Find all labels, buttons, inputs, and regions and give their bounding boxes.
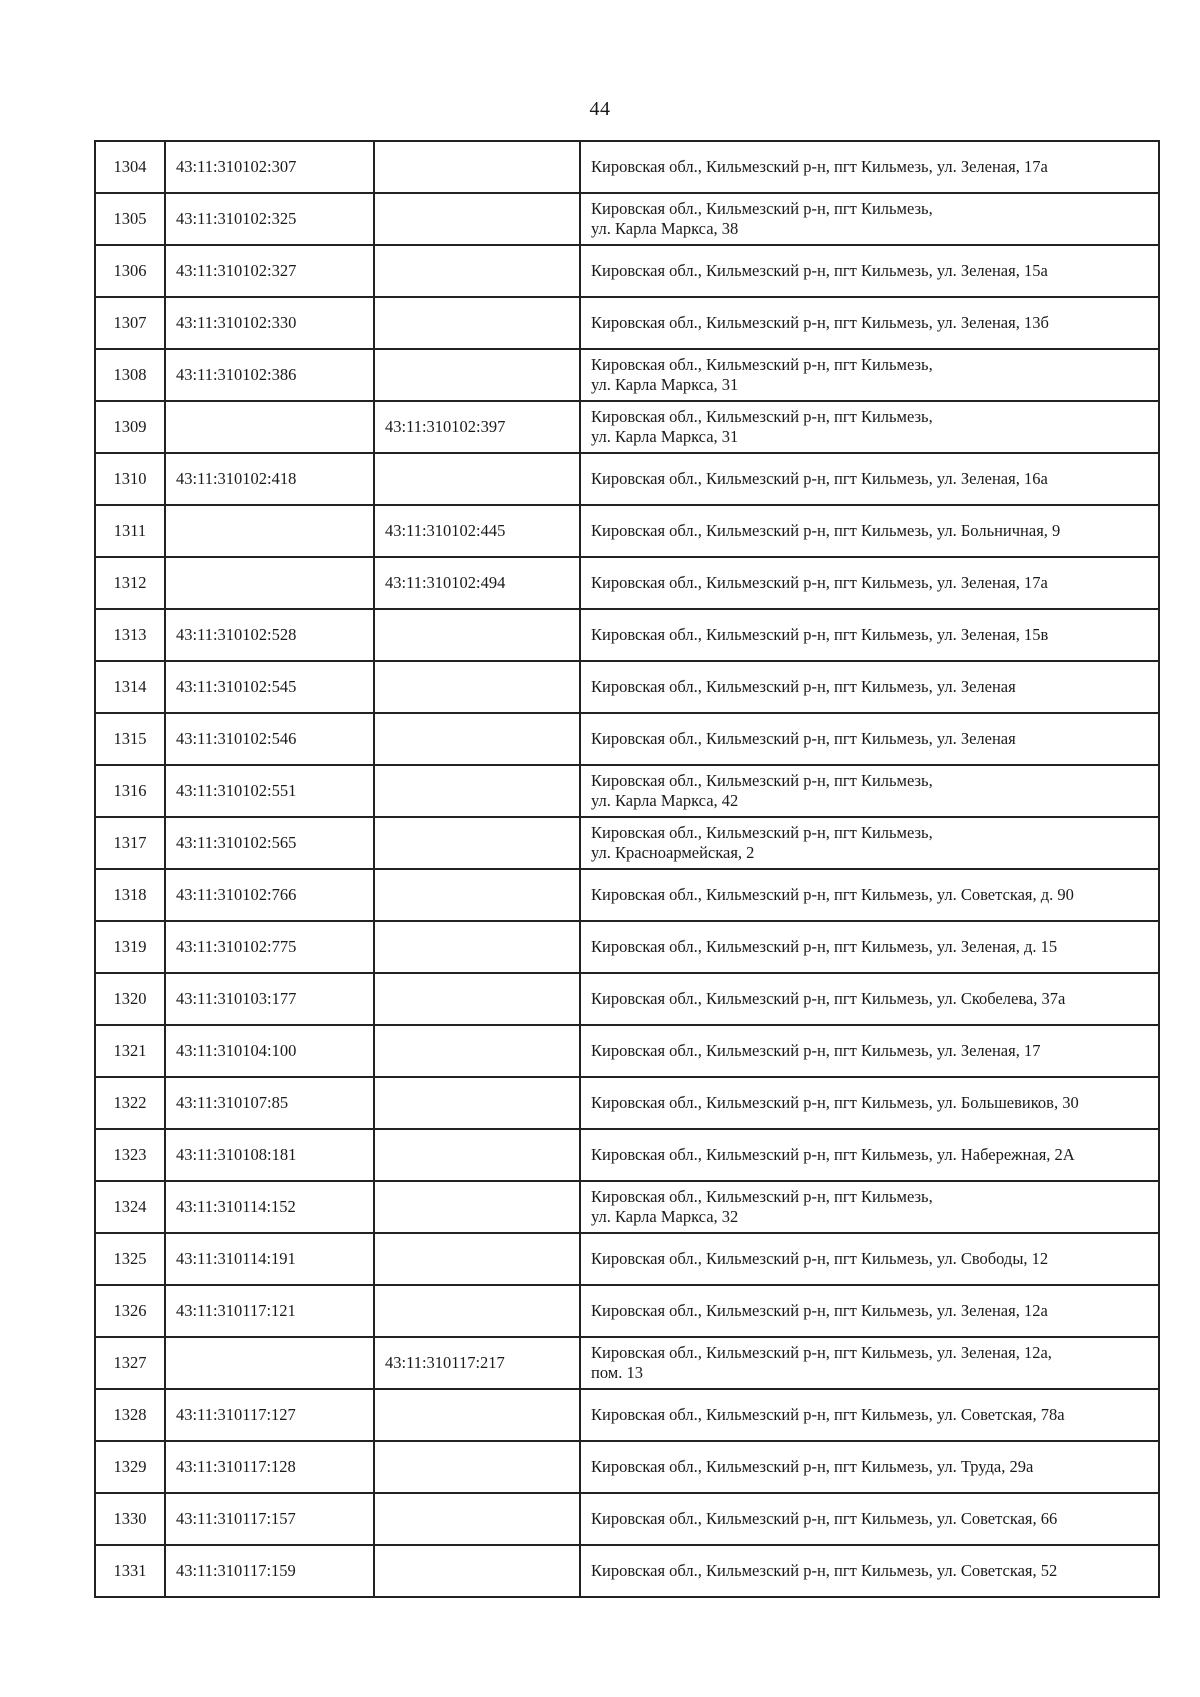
row-number-cell: 1317: [95, 817, 165, 869]
row-number-cell: 1323: [95, 1129, 165, 1181]
table-row: [95, 609, 1159, 661]
table-row: [95, 1129, 1159, 1181]
object-cadastral-number-cell: [374, 1077, 580, 1129]
parcel-cadastral-number-cell: 43:11:310114:191: [165, 1233, 374, 1285]
address-cell: Кировская обл., Кильмезский р-н, пгт Кильмезь, ул. Зеленая: [580, 713, 1159, 765]
object-cadastral-number-cell: [374, 1545, 580, 1597]
object-cadastral-number-cell: [374, 1129, 580, 1181]
row-number-cell: 1331: [95, 1545, 165, 1597]
address-cell: Кировская обл., Кильмезский р-н, пгт Кильмезь, ул. Свободы, 12: [580, 1233, 1159, 1285]
row-number-cell: 1304: [95, 141, 165, 193]
parcel-cadastral-number-cell: 43:11:310117:127: [165, 1389, 374, 1441]
parcel-cadastral-number-cell: [165, 1337, 374, 1389]
table-row: [95, 921, 1159, 973]
registry-table: [94, 140, 1160, 1598]
table-row: [95, 1181, 1159, 1233]
address-cell: Кировская обл., Кильмезский р-н, пгт Кильмезь, ул. Зеленая, 12а: [580, 1285, 1159, 1337]
parcel-cadastral-number-cell: 43:11:310102:546: [165, 713, 374, 765]
parcel-cadastral-number-cell: 43:11:310102:386: [165, 349, 374, 401]
object-cadastral-number-cell: [374, 1285, 580, 1337]
parcel-cadastral-number-cell: 43:11:310102:775: [165, 921, 374, 973]
object-cadastral-number-cell: [374, 713, 580, 765]
table-row: [95, 1285, 1159, 1337]
table-row: [95, 713, 1159, 765]
address-cell: Кировская обл., Кильмезский р-н, пгт Кильмезь, ул. Красноармейская, 2: [580, 817, 1159, 869]
table-row: [95, 973, 1159, 1025]
parcel-cadastral-number-cell: 43:11:310102:766: [165, 869, 374, 921]
table-row: [95, 1337, 1159, 1389]
table-row: [95, 505, 1159, 557]
address-cell: Кировская обл., Кильмезский р-н, пгт Кильмезь, ул. Советская, д. 90: [580, 869, 1159, 921]
address-cell: Кировская обл., Кильмезский р-н, пгт Кильмезь, ул. Зеленая, 12а, пом. 13: [580, 1337, 1159, 1389]
table-row: [95, 1389, 1159, 1441]
table-row: [95, 1493, 1159, 1545]
address-cell: Кировская обл., Кильмезский р-н, пгт Кильмезь, ул. Зеленая, 17: [580, 1025, 1159, 1077]
object-cadastral-number-cell: [374, 193, 580, 245]
object-cadastral-number-cell: [374, 765, 580, 817]
parcel-cadastral-number-cell: 43:11:310104:100: [165, 1025, 374, 1077]
object-cadastral-number-cell: 43:11:310102:494: [374, 557, 580, 609]
row-number-cell: 1329: [95, 1441, 165, 1493]
parcel-cadastral-number-cell: 43:11:310107:85: [165, 1077, 374, 1129]
address-cell: Кировская обл., Кильмезский р-н, пгт Кильмезь, ул. Зеленая, 13б: [580, 297, 1159, 349]
row-number-cell: 1307: [95, 297, 165, 349]
table-row: [95, 193, 1159, 245]
row-number-cell: 1319: [95, 921, 165, 973]
row-number-cell: 1318: [95, 869, 165, 921]
address-cell: Кировская обл., Кильмезский р-н, пгт Кильмезь, ул. Советская, 78а: [580, 1389, 1159, 1441]
address-cell: Кировская обл., Кильмезский р-н, пгт Кильмезь, ул. Зеленая, 15а: [580, 245, 1159, 297]
object-cadastral-number-cell: [374, 1493, 580, 1545]
table-row: [95, 1545, 1159, 1597]
object-cadastral-number-cell: [374, 1441, 580, 1493]
row-number-cell: 1321: [95, 1025, 165, 1077]
parcel-cadastral-number-cell: 43:11:310103:177: [165, 973, 374, 1025]
object-cadastral-number-cell: [374, 297, 580, 349]
row-number-cell: 1328: [95, 1389, 165, 1441]
table-row: [95, 817, 1159, 869]
object-cadastral-number-cell: [374, 661, 580, 713]
address-cell: Кировская обл., Кильмезский р-н, пгт Кильмезь, ул. Советская, 52: [580, 1545, 1159, 1597]
parcel-cadastral-number-cell: 43:11:310117:128: [165, 1441, 374, 1493]
table-row: [95, 245, 1159, 297]
object-cadastral-number-cell: [374, 817, 580, 869]
parcel-cadastral-number-cell: 43:11:310114:152: [165, 1181, 374, 1233]
object-cadastral-number-cell: [374, 973, 580, 1025]
table-row: [95, 1077, 1159, 1129]
object-cadastral-number-cell: [374, 869, 580, 921]
row-number-cell: 1325: [95, 1233, 165, 1285]
parcel-cadastral-number-cell: 43:11:310102:565: [165, 817, 374, 869]
row-number-cell: 1327: [95, 1337, 165, 1389]
address-cell: Кировская обл., Кильмезский р-н, пгт Кильмезь, ул. Больничная, 9: [580, 505, 1159, 557]
address-cell: Кировская обл., Кильмезский р-н, пгт Кильмезь, ул. Карла Маркса, 31: [580, 401, 1159, 453]
parcel-cadastral-number-cell: 43:11:310117:159: [165, 1545, 374, 1597]
address-cell: Кировская обл., Кильмезский р-н, пгт Кильмезь, ул. Карла Маркса, 42: [580, 765, 1159, 817]
parcel-cadastral-number-cell: 43:11:310102:330: [165, 297, 374, 349]
row-number-cell: 1322: [95, 1077, 165, 1129]
row-number-cell: 1306: [95, 245, 165, 297]
address-cell: Кировская обл., Кильмезский р-н, пгт Кильмезь, ул. Зеленая, 17а: [580, 557, 1159, 609]
row-number-cell: 1320: [95, 973, 165, 1025]
object-cadastral-number-cell: [374, 1389, 580, 1441]
object-cadastral-number-cell: [374, 1181, 580, 1233]
table-row: [95, 1025, 1159, 1077]
address-cell: Кировская обл., Кильмезский р-н, пгт Кильмезь, ул. Карла Маркса, 31: [580, 349, 1159, 401]
row-number-cell: 1314: [95, 661, 165, 713]
parcel-cadastral-number-cell: 43:11:310102:528: [165, 609, 374, 661]
row-number-cell: 1309: [95, 401, 165, 453]
parcel-cadastral-number-cell: 43:11:310102:307: [165, 141, 374, 193]
page-number: 44: [589, 98, 611, 120]
row-number-cell: 1312: [95, 557, 165, 609]
object-cadastral-number-cell: [374, 453, 580, 505]
address-cell: Кировская обл., Кильмезский р-н, пгт Кильмезь, ул. Набережная, 2А: [580, 1129, 1159, 1181]
table-row: [95, 765, 1159, 817]
parcel-cadastral-number-cell: [165, 557, 374, 609]
parcel-cadastral-number-cell: 43:11:310102:418: [165, 453, 374, 505]
table-row: [95, 453, 1159, 505]
table-row: [95, 401, 1159, 453]
row-number-cell: 1324: [95, 1181, 165, 1233]
object-cadastral-number-cell: 43:11:310102:397: [374, 401, 580, 453]
table-row: [95, 661, 1159, 713]
address-cell: Кировская обл., Кильмезский р-н, пгт Кильмезь, ул. Скобелева, 37а: [580, 973, 1159, 1025]
object-cadastral-number-cell: [374, 349, 580, 401]
parcel-cadastral-number-cell: 43:11:310117:157: [165, 1493, 374, 1545]
row-number-cell: 1310: [95, 453, 165, 505]
address-cell: Кировская обл., Кильмезский р-н, пгт Кильмезь, ул. Советская, 66: [580, 1493, 1159, 1545]
address-cell: Кировская обл., Кильмезский р-н, пгт Кильмезь, ул. Большевиков, 30: [580, 1077, 1159, 1129]
address-cell: Кировская обл., Кильмезский р-н, пгт Кильмезь, ул. Карла Маркса, 32: [580, 1181, 1159, 1233]
parcel-cadastral-number-cell: 43:11:310102:545: [165, 661, 374, 713]
parcel-cadastral-number-cell: 43:11:310102:327: [165, 245, 374, 297]
address-cell: Кировская обл., Кильмезский р-н, пгт Кильмезь, ул. Зеленая, 15в: [580, 609, 1159, 661]
registry-table-body: [95, 141, 1159, 1597]
object-cadastral-number-cell: [374, 921, 580, 973]
object-cadastral-number-cell: 43:11:310117:217: [374, 1337, 580, 1389]
table-row: [95, 869, 1159, 921]
table-row: [95, 297, 1159, 349]
address-cell: Кировская обл., Кильмезский р-н, пгт Кильмезь, ул. Карла Маркса, 38: [580, 193, 1159, 245]
row-number-cell: 1330: [95, 1493, 165, 1545]
parcel-cadastral-number-cell: 43:11:310102:325: [165, 193, 374, 245]
row-number-cell: 1311: [95, 505, 165, 557]
row-number-cell: 1313: [95, 609, 165, 661]
object-cadastral-number-cell: [374, 609, 580, 661]
parcel-cadastral-number-cell: [165, 505, 374, 557]
row-number-cell: 1305: [95, 193, 165, 245]
parcel-cadastral-number-cell: 43:11:310117:121: [165, 1285, 374, 1337]
address-cell: Кировская обл., Кильмезский р-н, пгт Кильмезь, ул. Зеленая: [580, 661, 1159, 713]
object-cadastral-number-cell: [374, 245, 580, 297]
row-number-cell: 1326: [95, 1285, 165, 1337]
parcel-cadastral-number-cell: 43:11:310108:181: [165, 1129, 374, 1181]
table-row: [95, 557, 1159, 609]
address-cell: Кировская обл., Кильмезский р-н, пгт Кильмезь, ул. Зеленая, 17а: [580, 141, 1159, 193]
table-row: [95, 349, 1159, 401]
address-cell: Кировская обл., Кильмезский р-н, пгт Кильмезь, ул. Зеленая, 16а: [580, 453, 1159, 505]
table-row: [95, 1233, 1159, 1285]
parcel-cadastral-number-cell: [165, 401, 374, 453]
address-cell: Кировская обл., Кильмезский р-н, пгт Кильмезь, ул. Зеленая, д. 15: [580, 921, 1159, 973]
object-cadastral-number-cell: [374, 141, 580, 193]
parcel-cadastral-number-cell: 43:11:310102:551: [165, 765, 374, 817]
object-cadastral-number-cell: [374, 1025, 580, 1077]
object-cadastral-number-cell: [374, 1233, 580, 1285]
object-cadastral-number-cell: 43:11:310102:445: [374, 505, 580, 557]
address-cell: Кировская обл., Кильмезский р-н, пгт Кильмезь, ул. Труда, 29а: [580, 1441, 1159, 1493]
row-number-cell: 1316: [95, 765, 165, 817]
table-row: [95, 1441, 1159, 1493]
row-number-cell: 1308: [95, 349, 165, 401]
row-number-cell: 1315: [95, 713, 165, 765]
table-row: [95, 141, 1159, 193]
